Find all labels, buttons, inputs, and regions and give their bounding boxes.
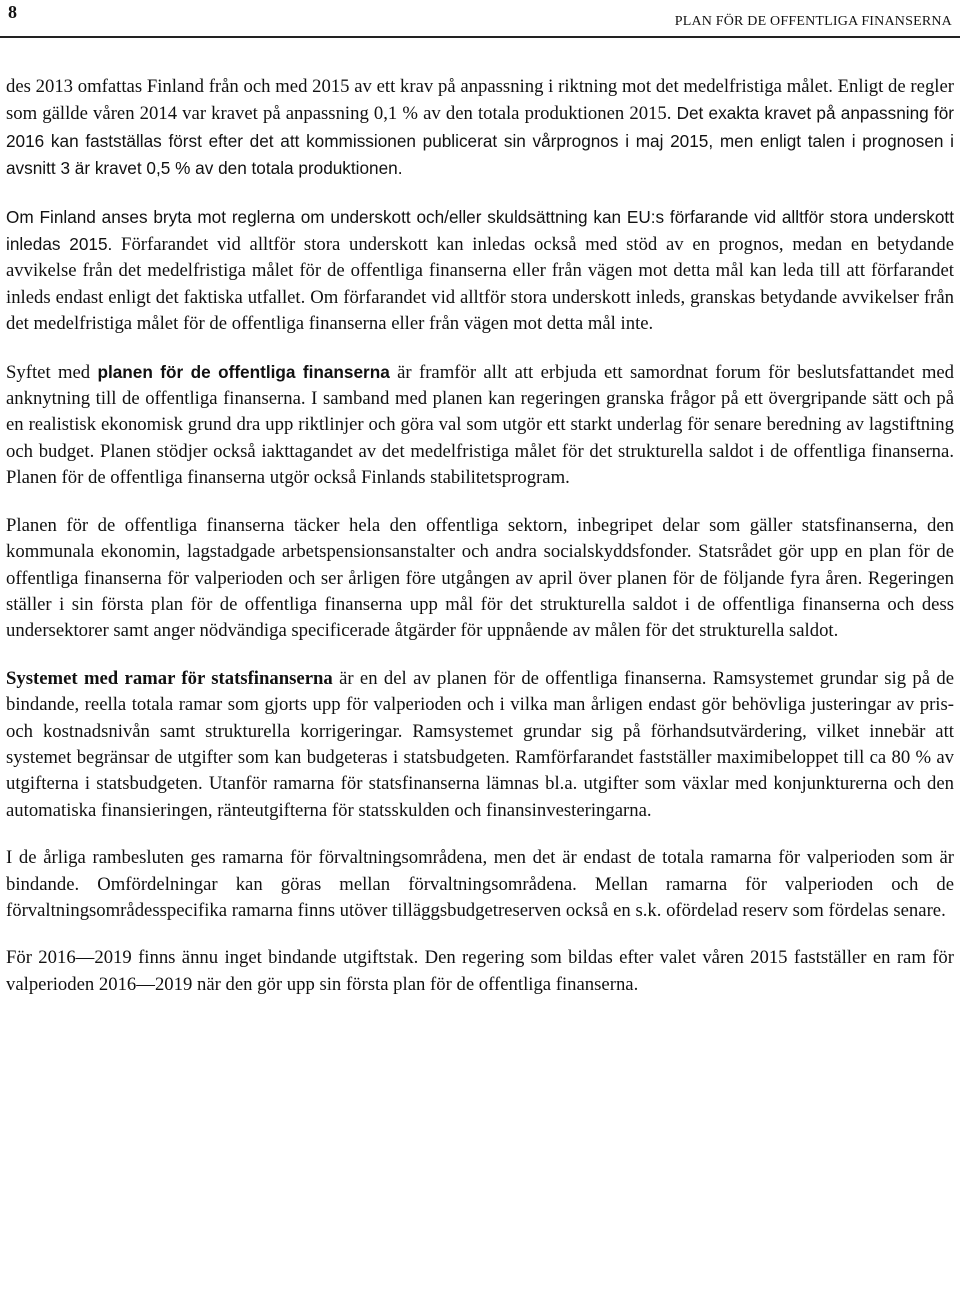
paragraph-5-text: är en del av planen för de offentliga finanserna. Ramsystemet grundar sig på de bindande, reella totala ramar som gjorts upp för valperioden och i vilka man årligen endast gör behövliga justeringar av pris- och kostnadsnivån samt strukturella korrigeringar. Ramsystemet grundar sig på förhandsutvärdering, vilket innebär att systemet begränsar de utgifter som kan budgeteras i statsbudgeten. Ramförfarandet fastställer maximibeloppet till ca 80 % av utgifterna i statsbudgeten. Utanför ramarna för statsfinanserna lämnas bl.a. utgifter som växlar med konjunkturerna och den automatiska finansieringen, ränteutgifterna för statsskulden och finansinvesteringarna. — [6, 667, 955, 821]
paragraph-6 — [6, 845, 954, 924]
paragraph-2-part-c: Om förfarandet vid alltför stora underskott inleds, granskas betydande avvikelser från det medelfristiga målet för de offentliga finanserna eller från vägen mot detta mål inte. — [6, 286, 955, 335]
paragraph-5-emphasis: Systemet med ramar för statsfinanserna — [6, 667, 333, 689]
paragraph-2-part-b: Förfarandet vid alltför stora underskott kan inledas också med stöd av en prognos, medan en betydande avvikelse från det medelfristiga målet för de offentliga finanserna eller från vägen mot detta mål kan leda till att förfarandet inleds endast enligt det faktiska utfallet. — [6, 234, 955, 308]
paragraph-2-part-a: Om Finland anses bryta mot reglerna om underskott och/eller skuldsättning kan EU:s förfarande vid alltför stora underskott inledas 2015. — [6, 206, 954, 255]
paragraph-1-part-b: Det exakta kravet på anpassning för 2016 kan fastställas först efter det att kommissionen publicerat sin vårprognos i maj 2015, men enligt talen i prognosen i avsnitt 3 är kravet 0,5 % av den totala produktionen. — [6, 103, 954, 179]
running-title: PLAN FÖR DE OFFENTLIGA FINANSERNA — [674, 14, 952, 29]
page-header — [0, 0, 960, 40]
paragraph-3-part-b: är framför allt att erbjuda ett samordnat forum för beslutsfattandet med anknytning till de offentliga finanserna. I samband med planen kan regeringen granska frågor på ett övergripande sätt och på en realistisk ekonomisk grund dra upp riktlinjer och göra val som utgör ett starkt underlag för senare beredning av lagstiftning och budget. Planen stödjer också iakttagandet av det medelfristiga målet för det strukturella saldot i de offentliga finanserna. Planen för de offentliga finanserna utgör också Finlands stabilitetsprogram. — [6, 361, 955, 489]
paragraph-6-text: I de årliga rambesluten ges ramarna för förvaltningsområdena, men det är endast de totala ramarna för valperioden som är bindande. Omfördelningar kan göras mellan förvaltningsområdena. Mellan ramarna för valperioden och de förvaltningsområdesspecifika ramarna finns utöver tilläggsbudgetreserven också en s.k. ofördelad reserv som fördelas senare. — [6, 847, 954, 921]
paragraph-4-text: Planen för de offentliga finanserna täcker hela den offentliga sektorn, inbegripet delar som gäller statsfinanserna, den kommunala ekonomin, lagstadgade arbetspensionsanstalter och andra socialskyddsfonder. Statsrådet gör upp en plan för de offentliga finanserna för valperioden och ser årligen före utgången av april över planen för de följande fyra åren. Regeringen ställer i sin första plan för de offentliga finanserna upp mål för det strukturella saldot i de offentliga finanserna och dess undersektorer samt anger nödvändiga specificerade åtgärder för uppnående av målen för det strukturella saldot. — [6, 514, 954, 642]
header-rule — [0, 36, 960, 38]
paragraph-5 — [6, 666, 954, 824]
paragraph-3-emphasis: planen för de offentliga finanserna — [97, 361, 390, 382]
body-text — [6, 74, 954, 1019]
page-number: 8 — [8, 2, 17, 22]
paragraph-4 — [6, 513, 954, 645]
paragraph-1-part-a: des 2013 omfattas Finland från och med 2015 av ett krav på anpassning i riktning mot det medelfristiga målet. Enligt de regler som gällde våren 2014 var kravet på anpassning 0,1 % av den totala produktionen 2015. — [6, 76, 954, 125]
paragraph-1 — [6, 74, 954, 183]
paragraph-3 — [6, 359, 954, 492]
paragraph-7 — [6, 945, 954, 998]
paragraph-2 — [6, 204, 954, 338]
paragraph-3-part-a: Syftet med — [6, 361, 91, 383]
paragraph-7-text: För 2016—2019 finns ännu inget bindande utgiftstak. Den regering som bildas efter valet våren 2015 fastställer en ram för valperioden 2016—2019 när den gör upp sin första plan för de offentliga finanserna. — [6, 947, 954, 995]
